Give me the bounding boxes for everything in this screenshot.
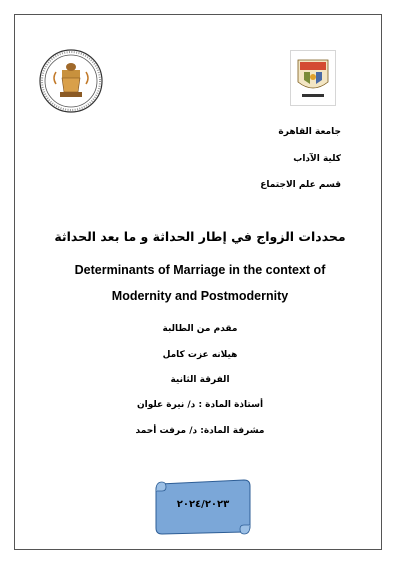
academic-year: ٢٠٢٤/٢٠٢٣	[176, 499, 230, 510]
arabic-title: محددات الزواج في إطار الحداثة و ما بعد الحداثة	[54, 229, 346, 244]
english-title-line2: Modernity and Postmodernity	[111, 289, 289, 303]
faculty-seal-icon	[38, 48, 104, 114]
english-title-line1: Determinants of Marriage in the context of	[74, 263, 326, 277]
faculty-name: كلية الآداب	[293, 154, 341, 164]
academic-level: الفرقة الثانية	[170, 375, 230, 385]
cairo-university-logo-icon	[290, 50, 336, 106]
course-supervisor: مشرفة المادة: د/ مرفت أحمد	[135, 426, 265, 436]
student-name: هيلانه عزت كامل	[162, 350, 238, 360]
presented-by-label: مقدم من الطالبة	[162, 324, 238, 334]
course-professor: أستاذة المادة : د/ نيرة علوان	[136, 400, 264, 410]
university-name: جامعة القاهرة	[278, 127, 341, 137]
department-name: قسم علم الاجتماع	[260, 180, 341, 190]
